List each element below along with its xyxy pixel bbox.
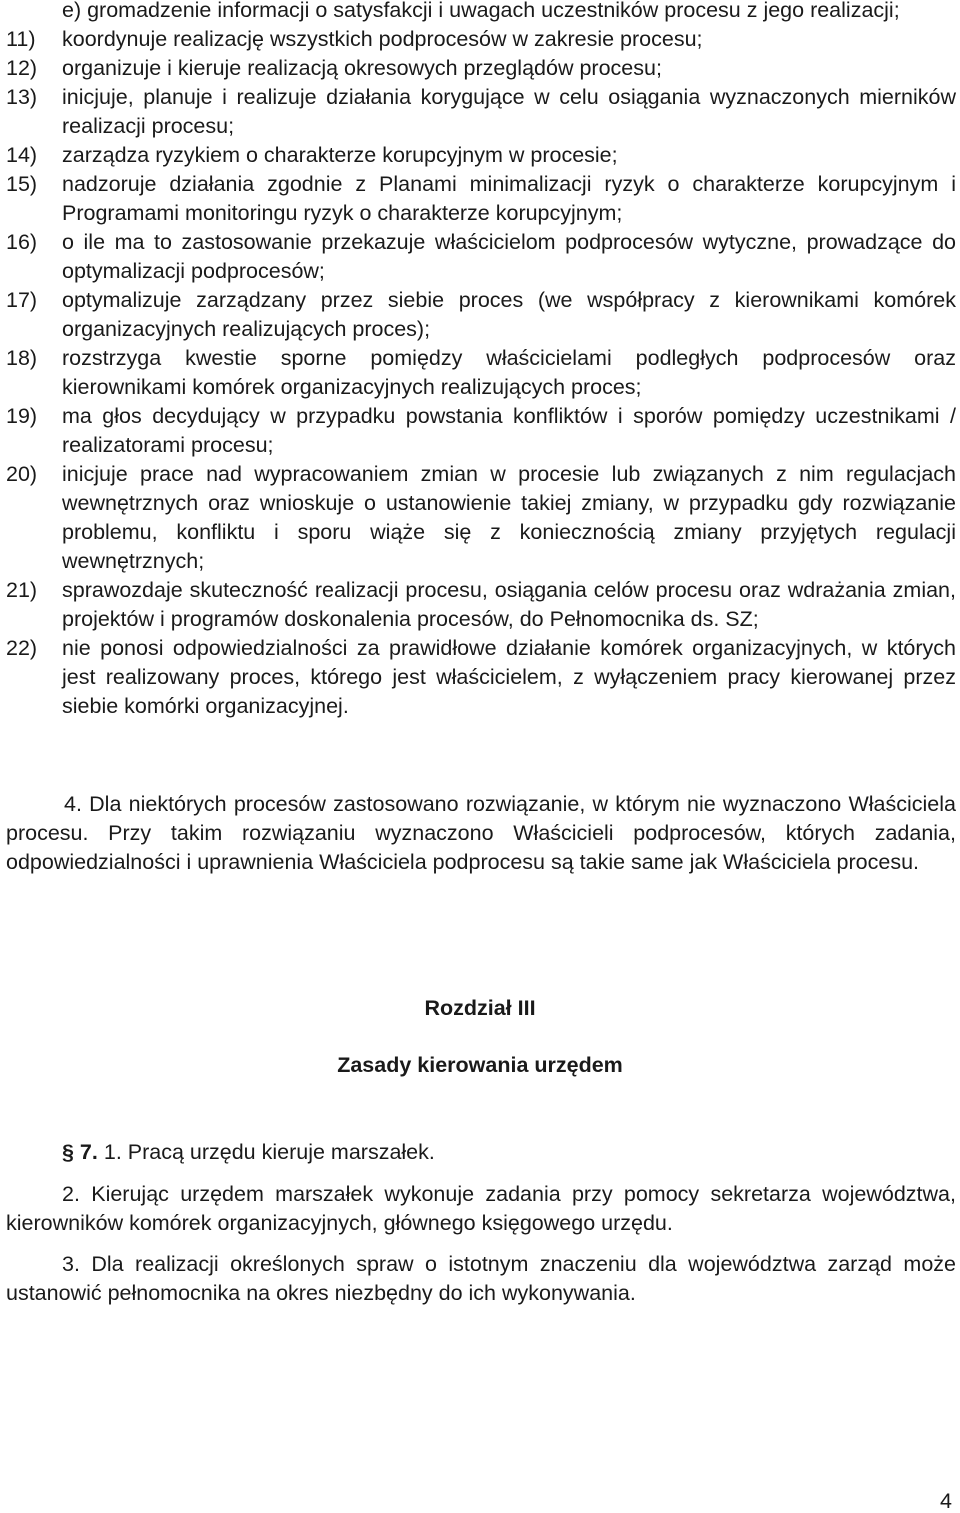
list-item xyxy=(6,228,956,286)
list-item-text: o ile ma to zastosowanie przekazuje właścicielom podprocesów wytyczne, prowadzące do optymalizacji podprocesów; xyxy=(62,230,956,283)
list-item-number: 11) xyxy=(6,27,36,51)
list-item-text: optymalizuje zarządzany przez siebie proces (we współpracy z kierownikami komórek organizacyjnych realizujących proces); xyxy=(62,288,956,341)
list-item-text: rozstrzyga kwestie sporne pomiędzy właścicielami podległych podprocesów oraz kierownikami komórek organizacyjnych realizujących proces; xyxy=(62,346,956,399)
list-item-text: nie ponosi odpowiedzialności za prawidłowe działanie komórek organizacyjnych, w których jest realizowany proces, którego jest właścicielem, z wyłączeniem pracy kierowanej przez siebie komórki organizacyjnej. xyxy=(62,636,956,718)
list-item xyxy=(6,460,956,576)
list-item-text: inicjuje prace nad wypracowaniem zmian w procesie lub związanych z nim regulacjach wewnętrznych oraz wnioskuje o ustanowienie takiej zmiany, w przypadku gdy rozwiązanie problemu, konfliktu i sporu wiąże się z koniecznością zmiany przyjętych regulacji wewnętrznych; xyxy=(62,462,956,573)
section-sign: § 7. xyxy=(62,1140,98,1164)
list-item-number: 20) xyxy=(6,462,38,486)
list-item-number: 16) xyxy=(6,230,38,254)
list-item-text: organizuje i kieruje realizacją okresowych przeglądów procesu; xyxy=(62,56,662,80)
list-item-text: nadzoruje działania zgodnie z Planami minimalizacji ryzyk o charakterze korupcyjnym i Programami monitoringu ryzyk o charakterze korupcyjnym; xyxy=(62,172,956,225)
chapter-title: Zasady kierowania urzędem xyxy=(337,1053,623,1077)
section-7-line xyxy=(6,1138,956,1167)
list-item-number: 12) xyxy=(6,56,38,80)
list-item xyxy=(6,634,956,721)
list-item-number: 15) xyxy=(6,172,38,196)
list-item-text: sprawozdaje skuteczność realizacji procesu, osiągania celów procesu oraz wdrażania zmian, projektów i programów doskonalenia procesów, do Pełnomocnika ds. SZ; xyxy=(62,578,956,631)
list-item-number: 17) xyxy=(6,288,38,312)
list-item-number: 19) xyxy=(6,404,38,428)
list-item xyxy=(6,54,956,83)
section-7-point-2-text: 2. Kierując urzędem marszałek wykonuje zadania przy pomocy sekretarza województwa, kierowników komórek organizacyjnych, głównego księgowego urzędu. xyxy=(6,1182,956,1235)
list-item-text: inicjuje, planuje i realizuje działania korygujące w celu osiągania wyznaczonych mierników realizacji procesu; xyxy=(62,85,956,138)
paragraph-4 xyxy=(6,790,956,877)
list-item xyxy=(6,141,956,170)
paragraph-4-text: 4. Dla niektórych procesów zastosowano rozwiązanie, w którym nie wyznaczono Właściciela procesu. Przy takim rozwiązaniu wyznaczono Właścicieli podprocesów, których zadania, odpowiedzialności i uprawnienia Właściciela podprocesu są takie same jak Właściciela procesu. xyxy=(6,792,956,874)
list-item xyxy=(6,83,956,141)
list-item-number: 21) xyxy=(6,578,38,602)
list-item xyxy=(6,170,956,228)
list-item xyxy=(6,25,956,54)
list-item-text: zarządza ryzykiem o charakterze korupcyjnym w procesie; xyxy=(62,143,618,167)
page-number: 4 xyxy=(940,1489,952,1513)
section-7-point-2 xyxy=(6,1180,956,1238)
section-7-point-3-text: 3. Dla realizacji określonych spraw o istotnym znaczeniu dla województwa zarząd może ustanowić pełnomocnika na okres niezbędny do ich wykonywania. xyxy=(6,1252,956,1305)
list-item-number: 13) xyxy=(6,85,38,109)
list-item xyxy=(6,402,956,460)
list-item xyxy=(6,344,956,402)
list-item xyxy=(6,576,956,634)
chapter-heading: Rozdział III xyxy=(424,996,536,1020)
section-7-point-3 xyxy=(6,1250,956,1308)
list-item xyxy=(6,0,956,25)
duties-list xyxy=(6,0,956,721)
list-item-number: 14) xyxy=(6,143,38,167)
list-item-text: e) gromadzenie informacji o satysfakcji i uwagach uczestników procesu z jego realizacji; xyxy=(62,0,900,22)
list-item-number: 18) xyxy=(6,346,38,370)
list-item-text: ma głos decydujący w przypadku powstania konfliktów i sporów pomiędzy uczestnikami / realizatorami procesu; xyxy=(62,404,956,457)
section-7-point-1: 1. Pracą urzędu kieruje marszałek. xyxy=(103,1140,435,1164)
list-item xyxy=(6,286,956,344)
list-item-text: koordynuje realizację wszystkich podprocesów w zakresie procesu; xyxy=(62,27,703,51)
list-item-number: 22) xyxy=(6,636,38,660)
